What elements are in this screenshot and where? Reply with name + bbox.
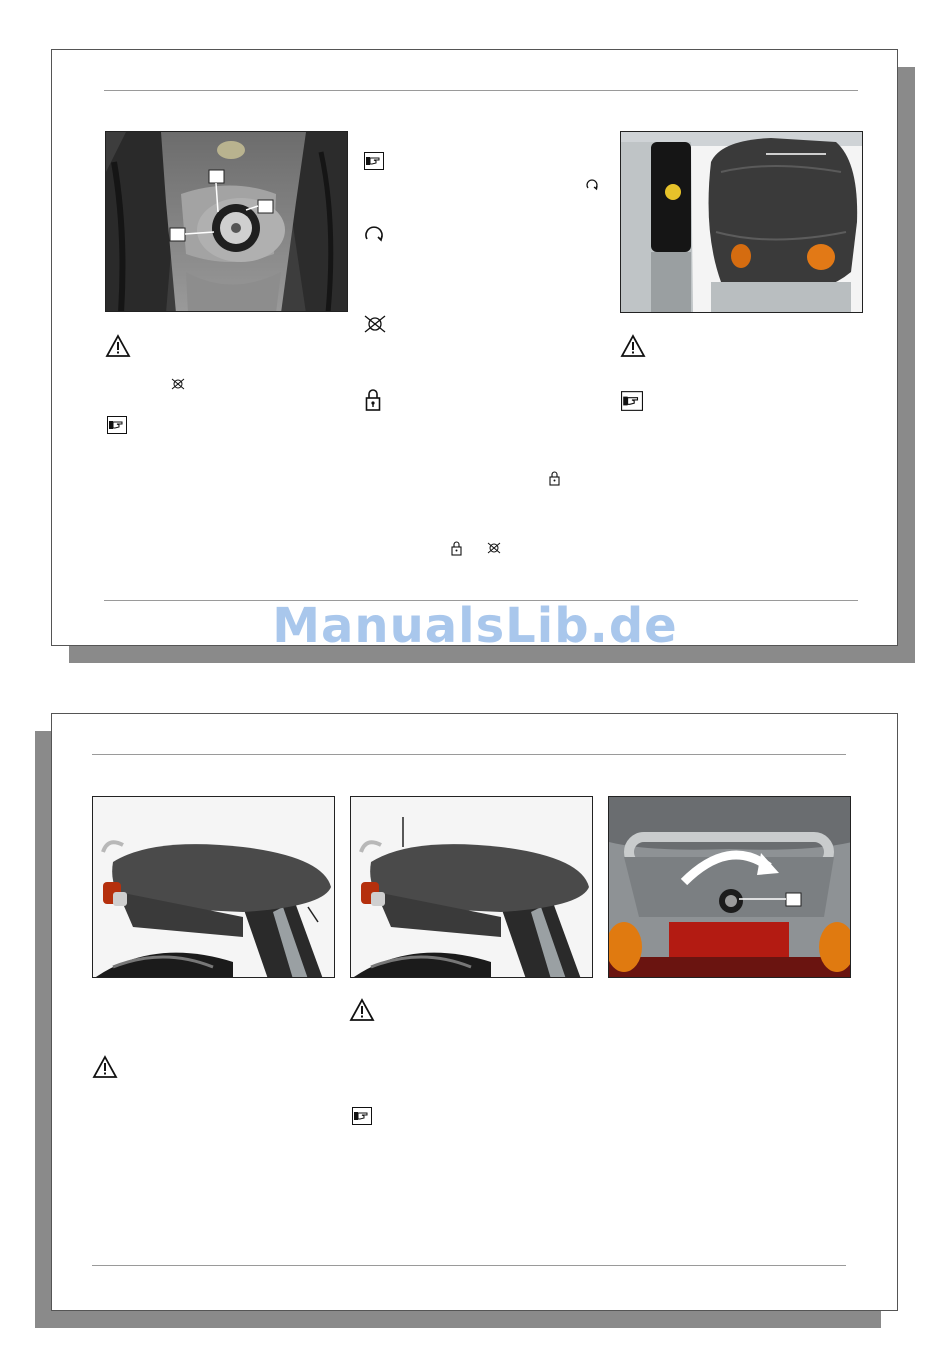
header-rule (92, 754, 846, 755)
note-hand-icon (352, 1107, 372, 1125)
warning-icon (105, 334, 131, 358)
seat-side-photo (92, 796, 335, 978)
lock-icon (549, 471, 560, 486)
ignition-on-icon (363, 224, 385, 244)
ignition-off-icon (171, 378, 185, 390)
page-2 (51, 713, 898, 1311)
seat-lock-photo (608, 796, 851, 978)
note-hand-icon (621, 391, 643, 411)
note-hand-icon (107, 416, 127, 434)
lock-icon (365, 389, 381, 411)
warning-icon (620, 334, 646, 358)
page-1 (51, 49, 898, 646)
helmet-box-photo (620, 131, 863, 313)
watermark: ManualsLib.de (272, 598, 678, 654)
header-rule (104, 90, 858, 91)
warning-icon (92, 1055, 118, 1079)
seat-callout-photo (350, 796, 593, 978)
warning-icon (349, 998, 375, 1022)
ignition-switch-photo (105, 131, 348, 312)
ignition-on-icon (585, 178, 599, 192)
ignition-off-icon (363, 314, 387, 334)
note-hand-icon (364, 152, 384, 170)
ignition-off-icon (487, 542, 501, 554)
lock-icon (451, 541, 462, 556)
footer-rule (92, 1265, 846, 1266)
